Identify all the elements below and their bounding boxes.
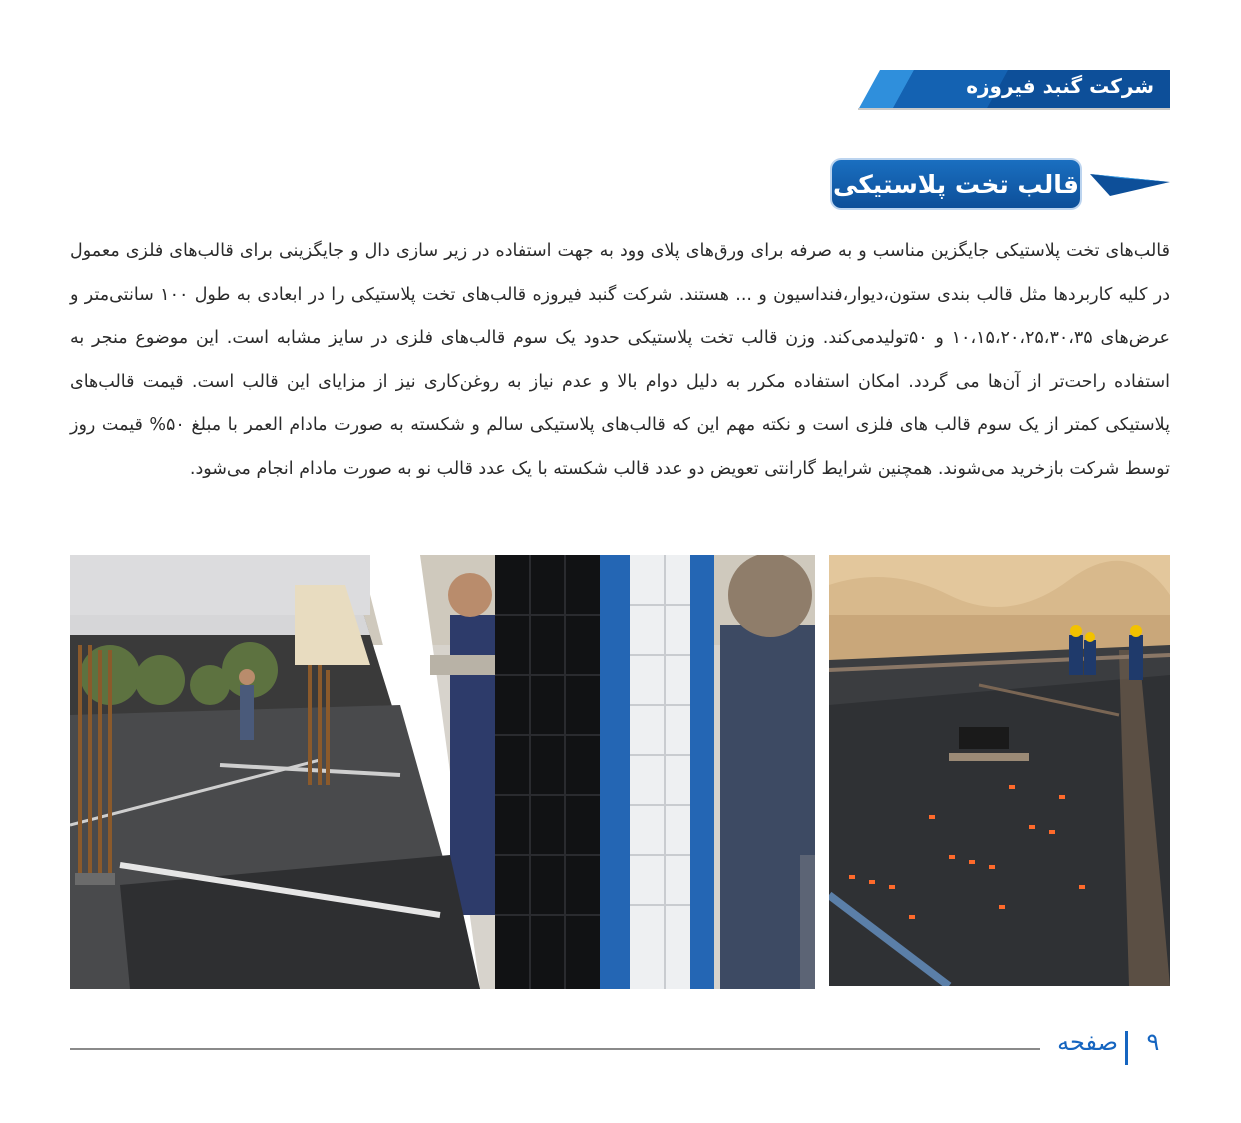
page-label: صفحه	[1057, 1028, 1118, 1056]
company-name: شرکت گنبد فیروزه	[966, 74, 1154, 98]
body-paragraph: قالب‌های تخت پلاستیکی جایگزین مناسب و به صرفه برای ورق‌های پلای وود به جهت استفاده در زیر سازی دال و جایگزینی برای قالب‌های فلزی معمول در کلیه کاربردها مثل قالب بندی ستون،دیوار،فنداسیون و ... هستند. شرکت گنبد فیروزه قالب‌های تخت پلاستیکی را در ابعادی به طول ۱۰۰ سانتی‌متر و عرض‌های ۱۰،۱۵،۲۰،۲۵،۳۰،۳۵ و ۵۰تولیدمی‌کند. وزن قالب تخت پلاستیکی حدود یک سوم قالب‌های فلزی در سایز مشابه است. این موضوع منجر به استفاده راحت‌تر از آن‌ها می گردد. امکان استفاده مکرر به دلیل دوام بالا و عدم نیاز به روغن‌کاری نیز از مزایای این قالب است. قیمت قالب‌های پلاستیکی کمتر از یک سوم قالب های فلزی است و نکته مهم این که قالب‌های پلاستیکی سالم و شکسته به صورت مادام العمر با مبلغ ۵۰% قیمت روز توسط شرکت بازخرید می‌شوند. همچنین شرایط گارانتی تعویض دو عدد قالب شکسته با یک عدد قالب نو به صورت مادام انجام می‌شود.	[70, 241, 1170, 479]
company-banner	[858, 70, 1170, 110]
photo-slab-construction	[70, 555, 480, 989]
section-title: قالب تخت پلاستیکی	[832, 160, 1080, 208]
section-arrow-icon	[1090, 168, 1170, 196]
page-number: ۹	[1146, 1028, 1160, 1056]
footer-separator	[1125, 1031, 1128, 1065]
footer-rule	[70, 1048, 1040, 1050]
photo-slab-rebar	[829, 555, 1170, 986]
